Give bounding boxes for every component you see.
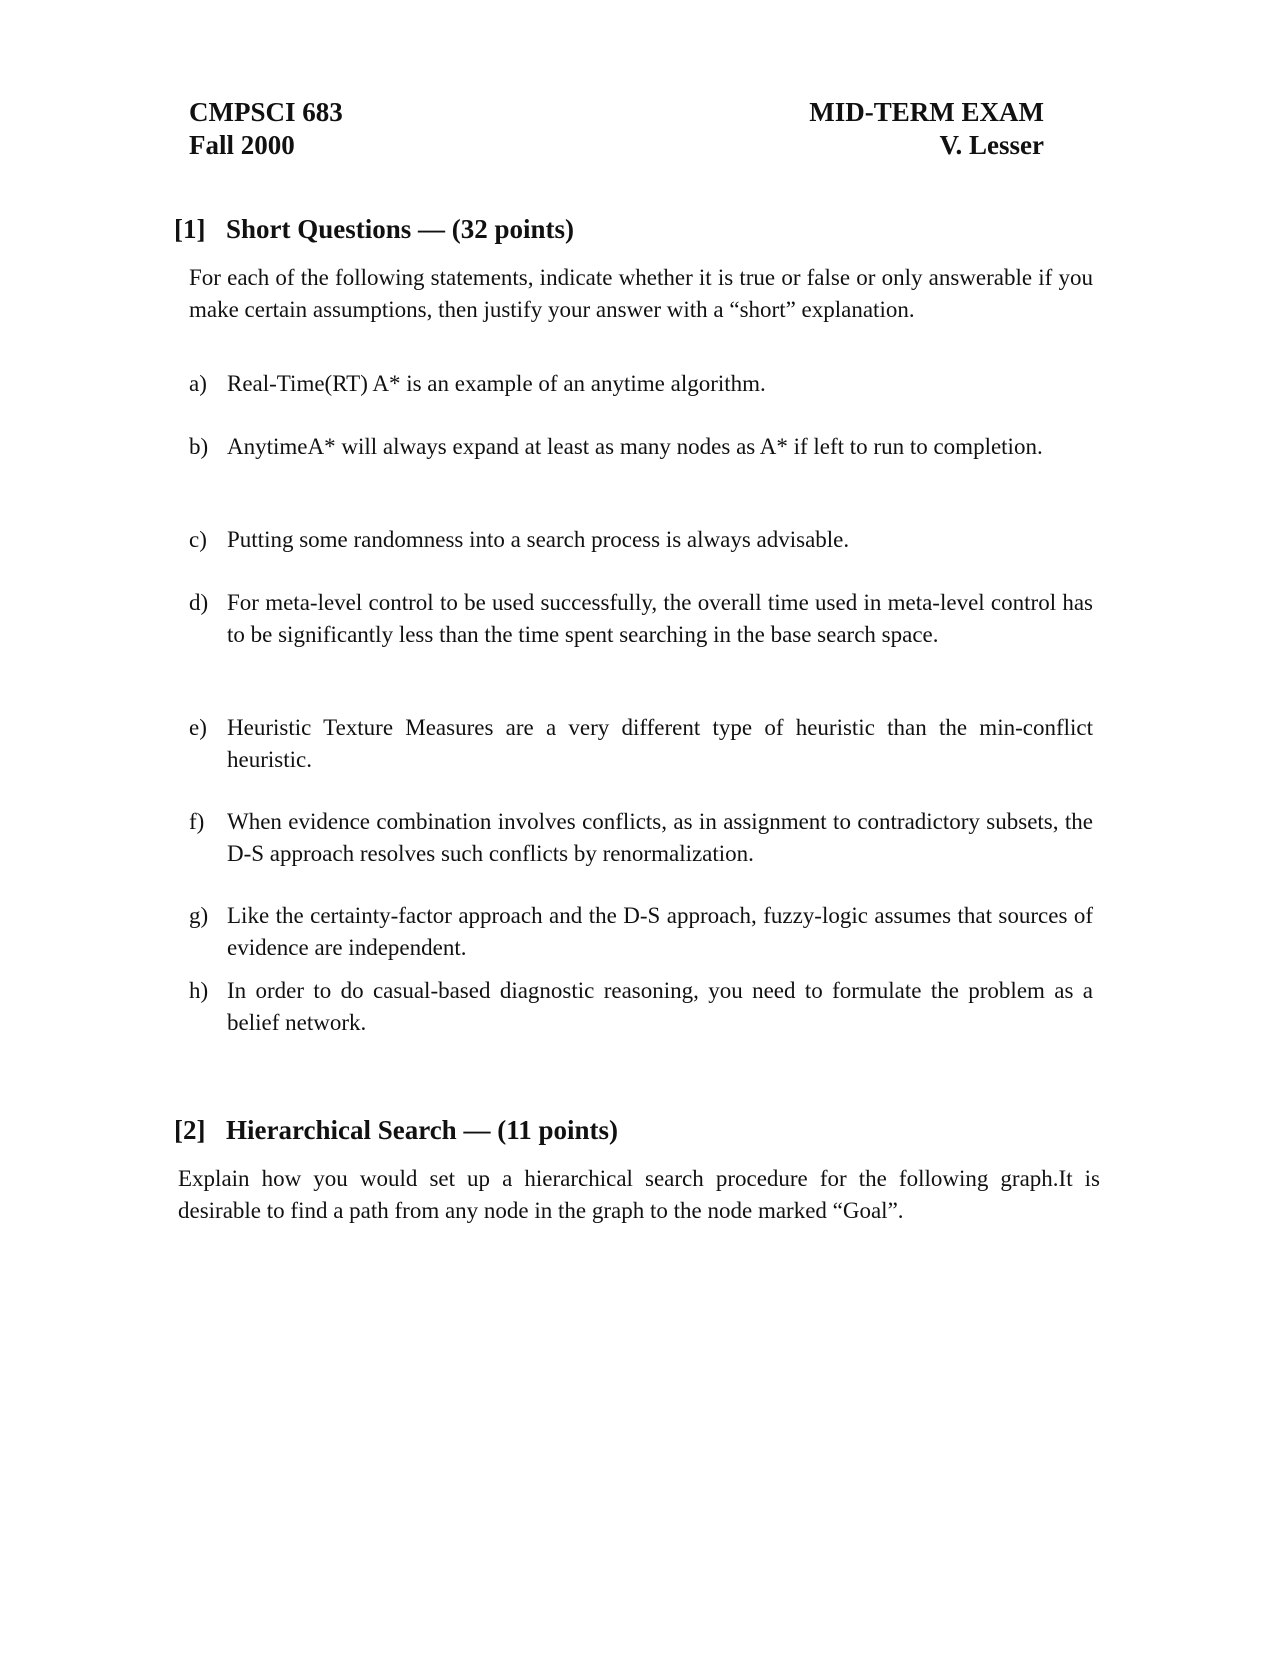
question-h	[189, 975, 1093, 1038]
question-letter: d)	[189, 590, 209, 615]
section-1-title	[174, 212, 574, 246]
question-b	[189, 431, 1093, 463]
question-text: Real-Time(RT) A* is an example of an anytime algorithm.	[227, 371, 766, 396]
question-c	[189, 524, 1093, 556]
exam-term: Fall 2000	[189, 130, 295, 160]
section-1-intro: For each of the following statements, indicate whether it is true or false or only answerable if you make certain assumptions, then justify your answer with a “short” explanation.	[189, 265, 1093, 322]
section-2-body: Explain how you would set up a hierarchical search procedure for the following graph.It is desirable to find a path from any node in the graph to the node marked “Goal”.	[178, 1166, 1100, 1223]
question-letter: g)	[189, 903, 209, 928]
exam-title: MID-TERM EXAM	[809, 97, 1044, 127]
header-row-2	[189, 129, 1044, 162]
question-letter: c)	[189, 527, 207, 552]
section-2-number: [2]	[174, 1115, 206, 1145]
question-text: When evidence combination involves conflicts, as in assignment to contradictory subsets, the D-S approach resolves such conflicts by renormalization.	[227, 809, 1093, 866]
section-2-title	[174, 1113, 618, 1147]
question-text: Heuristic Texture Measures are a very different type of heuristic than the min-conflict heuristic.	[227, 715, 1093, 772]
question-f	[189, 806, 1093, 869]
question-g	[189, 900, 1093, 963]
question-letter: f)	[189, 809, 205, 834]
section-2-heading: Hierarchical Search — (11 points)	[226, 1115, 618, 1145]
question-text: AnytimeA* will always expand at least as many nodes as A* if left to run to completion.	[227, 434, 1043, 459]
header-row-1	[189, 96, 1044, 129]
question-a	[189, 368, 1093, 400]
question-text: In order to do casual-based diagnostic reasoning, you need to formulate the problem as a belief network.	[227, 978, 1093, 1035]
question-letter: e)	[189, 715, 207, 740]
course-code: CMPSCI 683	[189, 97, 343, 127]
question-e	[189, 712, 1093, 775]
question-text: For meta-level control to be used successfully, the overall time used in meta-level control has to be significantly less than the time spent searching in the base search space.	[227, 590, 1093, 647]
question-text: Putting some randomness into a search process is always advisable.	[227, 527, 850, 552]
instructor-name: V. Lesser	[939, 130, 1044, 160]
question-d	[189, 587, 1093, 650]
exam-header	[189, 96, 1044, 162]
question-letter: b)	[189, 434, 209, 459]
question-text: Like the certainty-factor approach and the D-S approach, fuzzy-logic assumes that sources of evidence are independent.	[227, 903, 1093, 960]
section-1-number: [1]	[174, 214, 206, 244]
question-letter: h)	[189, 978, 209, 1003]
section-1-heading: Short Questions — (32 points)	[226, 214, 575, 244]
question-letter: a)	[189, 371, 207, 396]
